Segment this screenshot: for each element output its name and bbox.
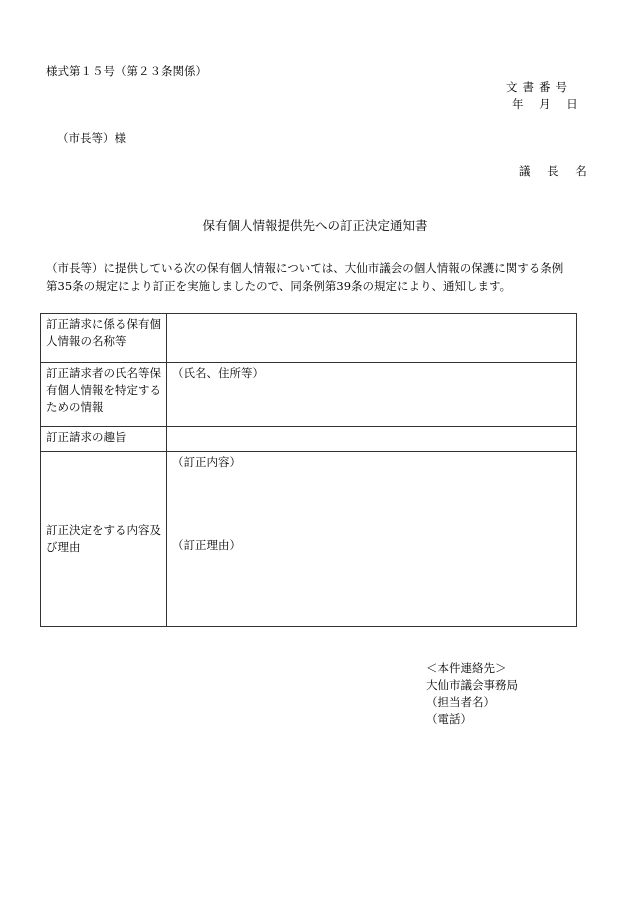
row-label-requester: 訂正請求者の氏名等保有個人情報を特定するための情報 (41, 363, 167, 427)
row-value-requester: （氏名、住所等） (167, 363, 577, 427)
row-label-purpose: 訂正請求の趣旨 (41, 427, 167, 452)
contact-office: 大仙市議会事務局 (426, 678, 518, 692)
row-value-info-name (167, 314, 577, 363)
contact-phone: （電話） (426, 712, 472, 726)
date: 年 月 日 (512, 97, 580, 111)
correction-content-label: （訂正内容） (172, 455, 241, 469)
body-line-2: 第35条の規定により訂正を実施しましたので、同条例第39条の規定により、通知します。 (46, 278, 512, 293)
table-row (41, 363, 577, 427)
table-row (41, 452, 577, 627)
addressee: （市長等）様 (57, 131, 126, 145)
document-title: 保有個人情報提供先への訂正決定通知書 (202, 218, 428, 233)
details-table (40, 313, 577, 627)
contact-person: （担当者名） (426, 695, 495, 709)
contact-block (426, 660, 518, 728)
document-number: 文書番号 (506, 80, 572, 94)
table-row (41, 314, 577, 363)
body-line-1: （市長等）に提供している次の保有個人情報については、大仙市議会の個人情報の保護に関する条例 (46, 261, 564, 275)
table-row (41, 427, 577, 452)
row-value-decision (167, 452, 577, 627)
row-value-purpose (167, 427, 577, 452)
correction-reason-label: （訂正理由） (172, 538, 241, 552)
form-number: 様式第１５号（第２３条関係） (46, 64, 207, 78)
chairperson-name: 議 長 名 (519, 164, 592, 178)
notice-body (46, 260, 578, 295)
row-label-info-name: 訂正請求に係る保有個人情報の名称等 (41, 314, 167, 363)
contact-heading: ＜本件連絡先＞ (426, 661, 507, 675)
row-label-decision: 訂正決定をする内容及び理由 (41, 452, 167, 627)
